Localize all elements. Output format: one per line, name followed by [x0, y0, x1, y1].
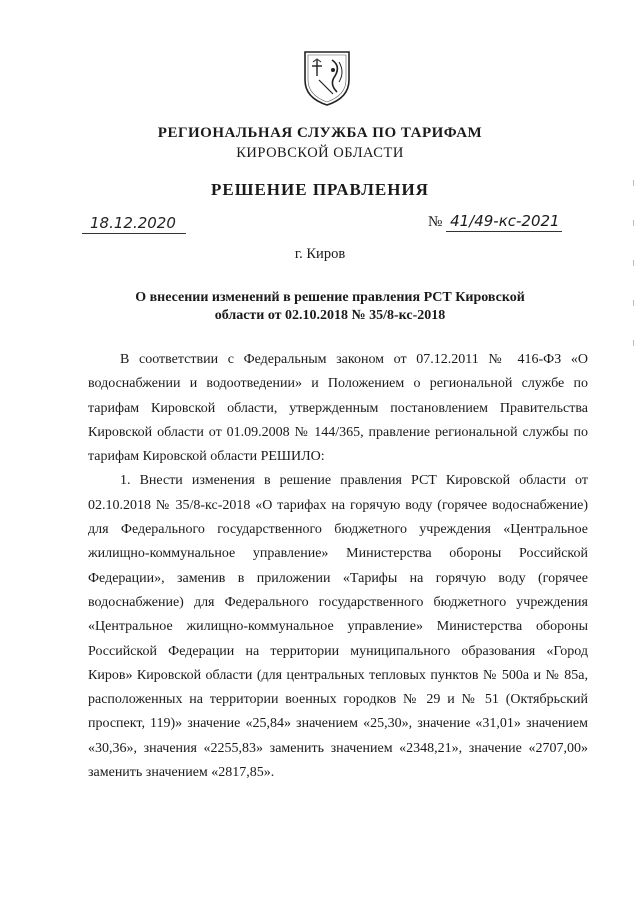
- scan-edge-marks: [632, 180, 634, 380]
- document-title: РЕШЕНИЕ ПРАВЛЕНИЯ: [211, 180, 429, 199]
- body-paragraph-item-1: 1. Внести изменения в решение правления РСТ Кировской области от 02.10.2018 № 35/8-кс-2018 «О тарифах на горячую воду (горячее водоснабжение) для Федерального государственного бюджетного учреждения «Центральное жилищно-коммунальное управление» Министерства обороны Российской Федерации», заменив в приложении «Тарифы на горячую воду (горячее водоснабжение) для Федерального государственного бюджетного учреждения «Центральное жилищно-коммунальное управление» Министерства обороны Российской Федерации на территории муниципального образования «Город Киров» Кировской области (для центральных тепловых пунктов № 500а и № 85а, расположенных на территории военных городков № 29 и № 51 (Октябрьский проспект, 119)» значение «25,84» значением «25,30», значение «31,01» значением «30,36», значения «2255,83» заменить значением «2348,21», значение «2707,00» заменить значением «2817,85».: [88, 473, 588, 781]
- document-date: 18.12.2020: [82, 214, 186, 234]
- organization-name: РЕГИОНАЛЬНАЯ СЛУЖБА ПО ТАРИФАМ: [157, 125, 483, 141]
- document-number-value: 41/49-кс-2021: [446, 212, 562, 232]
- document-body: [88, 348, 588, 785]
- document-city: г. Киров: [294, 246, 346, 262]
- document-subject: О внесении изменений в решение правления РСТ Кировской области от 02.10.2018 № 35/8-кс-2018: [135, 290, 525, 323]
- document-number: [428, 212, 562, 231]
- number-sign: №: [428, 214, 443, 230]
- organization-region: КИРОВСКОЙ ОБЛАСТИ: [236, 145, 404, 161]
- coat-of-arms-icon: [299, 46, 355, 108]
- body-paragraph-preamble: В соответствии с Федеральным законом от 07.12.2011 № 416-ФЗ «О водоснабжении и водоотведении» и Положением о региональной службе по тарифам Кировской области, утвержденным постановлением Правительства Кировской области от 01.09.2008 № 144/365, правление региональной службы по тарифам Кировской области РЕШИЛО:: [88, 352, 588, 465]
